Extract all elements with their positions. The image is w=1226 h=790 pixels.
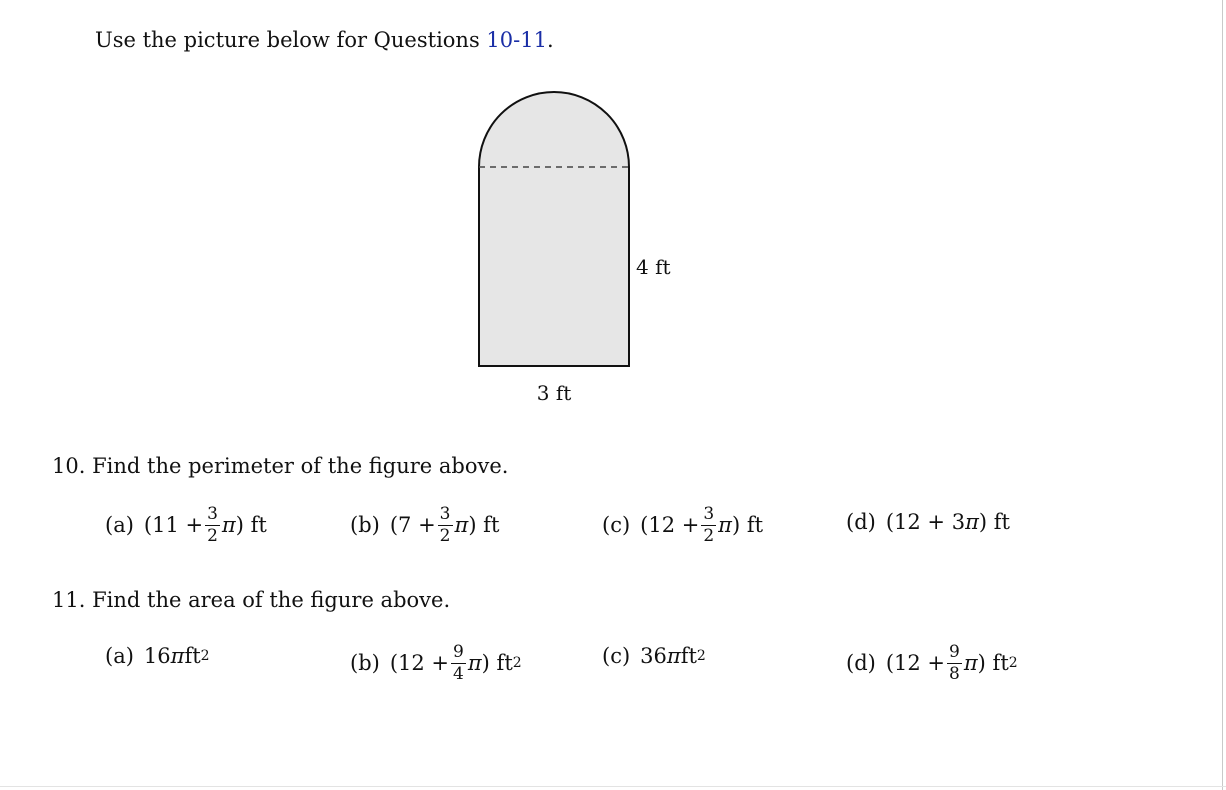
q11-option-c-exponent: 2 (696, 648, 706, 664)
q10-option-c-pre: (12 + (640, 513, 700, 537)
q10-option-b-pre: (7 + (389, 513, 436, 537)
height-label: 4 ft (636, 255, 671, 279)
q11-option-a-pre: 16 (143, 644, 171, 668)
q11-option-a-pi: π (170, 644, 185, 668)
q11-option-c[interactable] (602, 631, 706, 681)
figure-shape (479, 92, 629, 366)
q11-option-d-pre: (12 + (885, 651, 946, 675)
q11-option-c-label: (c) (602, 644, 631, 668)
q11-option-d-label: (d) (846, 651, 876, 675)
q10-option-a-fraction: $\frac{3}{2}$ (207, 503, 218, 546)
q11-option-a-label: (a) (105, 644, 134, 668)
q11-option-a-exponent: 2 (200, 648, 210, 664)
width-label: 3 ft (536, 381, 572, 405)
q11-option-c-post: ft (680, 644, 697, 668)
q11-option-b-pi: π (467, 651, 482, 675)
q10-option-b-label: (b) (350, 513, 380, 537)
q10-option-d-post: ) ft (978, 510, 1010, 534)
q10-option-a-pre: (11 + (143, 513, 204, 537)
question-10-text: Find the perimeter of the figure above. (92, 454, 509, 478)
question-11-number: 11. (52, 588, 86, 612)
q11-option-d[interactable] (846, 638, 1018, 688)
q11-option-b-label: (b) (350, 651, 380, 675)
q11-option-b-exponent: 2 (512, 655, 522, 671)
q10-option-c-pi: π (718, 513, 732, 537)
q11-option-c-pi: π (666, 644, 681, 668)
q10-option-b-post: ) ft (468, 513, 500, 537)
q11-option-b[interactable] (350, 638, 522, 688)
question-11 (52, 588, 450, 612)
intro-text: Use the picture below for Questions (95, 28, 487, 52)
q11-option-d-post: ) ft (977, 651, 1009, 675)
q10-option-c-post: ) ft (731, 513, 764, 537)
q10-option-a-post: ) ft (235, 513, 267, 537)
page-edge-right (1222, 0, 1223, 790)
q10-option-a-label: (a) (105, 513, 134, 537)
q10-option-b[interactable] (350, 500, 499, 550)
intro-period: . (546, 28, 554, 52)
question-10-number: 10. (52, 454, 86, 478)
question-10 (52, 454, 508, 478)
q11-option-b-pre: (12 + (389, 651, 450, 675)
q10-option-d[interactable] (846, 497, 1010, 547)
q10-option-d-label: (d) (846, 510, 876, 534)
question-11-text: Find the area of the figure above. (92, 588, 451, 612)
q10-option-a-pi: π (221, 513, 236, 537)
q10-option-d-pre: (12 + 3 (885, 510, 966, 534)
q10-option-d-pi: π (965, 510, 979, 534)
q10-option-a[interactable] (105, 500, 267, 550)
page-edge-bottom (0, 786, 1226, 787)
q10-option-c-fraction: $\frac{3}{2}$ (703, 503, 715, 546)
intro-line (95, 28, 554, 52)
q10-option-c[interactable] (602, 500, 763, 550)
q11-option-d-exponent: 2 (1008, 655, 1018, 671)
q11-option-a-post: ft (184, 644, 201, 668)
q11-option-a[interactable] (105, 631, 210, 681)
q10-option-c-label: (c) (602, 513, 631, 537)
q10-option-b-pi: π (454, 513, 469, 537)
q10-option-b-fraction: $\frac{3}{2}$ (439, 503, 451, 546)
composite-figure (460, 80, 700, 420)
q11-option-b-post: ) ft (481, 651, 513, 675)
q11-option-d-pi: π (963, 651, 978, 675)
q11-option-d-fraction: $\frac{9}{8}$ (949, 641, 960, 684)
questions-link[interactable]: 10-11 (486, 28, 547, 52)
q11-option-c-pre: 36 (640, 644, 667, 668)
q11-option-b-fraction: $\frac{9}{4}$ (453, 641, 464, 684)
